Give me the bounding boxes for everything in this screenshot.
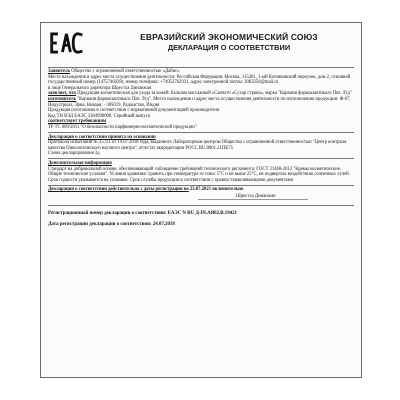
production-note: Продукция изготовлена в соответствии с нормативной документацией производителя xyxy=(48,108,220,114)
declaration-scheme: Схема декларирования 3д xyxy=(48,151,100,157)
registration-number-line xyxy=(48,211,354,217)
signature-line xyxy=(198,199,308,200)
divider xyxy=(48,205,354,206)
applicant-address: Место нахождения и адрес места осуществления деятельности: Российская Федерация, Москва, 115201, 1-ый Котляковский переулок, дом 2, основной государственный номер (1475746038), номер телефона: +74952762931, адрес электронной почты: 3083258@mail.ru xyxy=(48,74,351,86)
tnved-code: Код ТН ВЭД ЕАЭС 3304990000. Серийный выпуск xyxy=(48,113,151,119)
divider xyxy=(48,185,354,186)
product-description: Продукция косметическая для ухода за кожей: бальзам массажный «Санчатч «Сухар страна», марка "Кариани фармасьютикалс Пвт. Лтд" xyxy=(76,91,352,97)
registration-date-label: Дата регистрации декларации о соответствии: xyxy=(48,222,153,228)
basis-text: Протокола испытаний № 25721 от 19.07.2018 года, выданного Лабораторным центром Общества с ограниченной ответственностью "Центр контроля качества Онкологического научного центра", аттестат аккредитации РОСС RU.0001.21ПК75 xyxy=(48,140,347,151)
additional-info-text: Стандарт на добровольной основе, обеспечивающий соблюдение требований технического регламента: ГОСТ 31460-2012 "Кремы косметические. Общие технические условия". Условия хранения: хранить при температуре от плюс 5°С и не выше 25°С, не подвергать воздействию солнечных лучей. Срок годности указывается на упаковке. Срок службы продукции в соответствии с правоустанавливающими документами xyxy=(48,166,350,183)
additional-info-label: Дополнительная информация xyxy=(48,160,112,166)
manufacturer-line xyxy=(48,97,354,108)
divider xyxy=(48,67,354,68)
document-title: ЕВРАЗИЙСКИЙ ЭКОНОМИЧЕСКИЙ СОЮЗ xyxy=(140,32,318,42)
title-block xyxy=(104,32,354,52)
declaration-document xyxy=(40,22,362,378)
applicant-name: Общество с ограниченной ответственностью «Дабис» xyxy=(70,69,180,74)
declares-label: заявляет, что xyxy=(48,91,77,97)
divider xyxy=(48,132,354,133)
registration-date: 24.07.2018 xyxy=(152,222,175,228)
divider xyxy=(48,158,354,159)
applicant-label: Заявитель xyxy=(48,69,71,74)
document-header xyxy=(48,29,354,65)
validity-label: Декларация о соответствии действительна с даты регистрации по xyxy=(48,187,189,193)
eac-logo xyxy=(50,31,84,55)
manufacturer-details: "Кариани фармасьютикалс Пвт. Лтд". Место нахождения и адрес места осуществления деятельности по изготовлению продукции: Ф-67, Индустриал, Эриа, Виваан, - 305019, Раджастан, Индия xyxy=(48,96,351,108)
applicant-representative: в лице Генерального директора Шрестха Динанжан xyxy=(48,85,152,91)
signatory-name: Шрестха Динанжан xyxy=(236,193,276,199)
document-subtitle: ДЕКЛАРАЦИЯ О СООТВЕТСТВИИ xyxy=(167,43,291,52)
validity-date: 23.07.2021 включительно xyxy=(188,187,244,193)
compliance-regulation: ТР ТС 009/2011 "О безопасности парфюмерно-косметической продукции" xyxy=(48,124,197,130)
registration-date-line xyxy=(48,222,354,228)
registration-number: ЕАЭС N RU Д-IN.АЯ02.В.19421 xyxy=(167,211,237,217)
compliance-label: соответствует требованиям xyxy=(48,119,107,125)
basis-label: Декларация о соответствии принята на основании xyxy=(48,134,156,140)
signature-block xyxy=(48,193,354,202)
registration-number-label: Регистрационный номер декларации о соответствии: xyxy=(48,211,168,217)
manufacturer-label: изготовитель xyxy=(48,96,77,102)
